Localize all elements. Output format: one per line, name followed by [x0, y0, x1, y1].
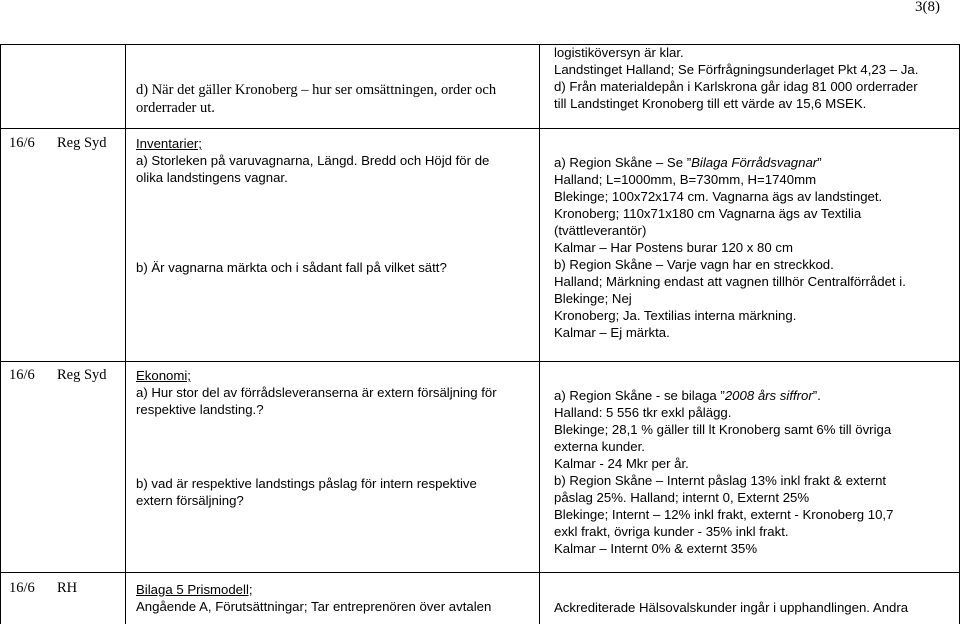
column-divider-question	[125, 44, 126, 624]
row2-topic: Ekonomi;	[136, 368, 191, 383]
row3-topic: Bilaga 5 Prismodell;	[136, 582, 253, 597]
row0-question-d: d) När det gäller Kronoberg – hur ser omsättningen, order och orderrader ut.	[136, 82, 497, 116]
row3-answer: Ackrediterade Hälsovalskunder ingår i upphandlingen. Andra	[554, 600, 909, 615]
row1-question-b: b) Är vagnarna märkta och i sådant fall på vilket sätt?	[136, 260, 447, 275]
row3-region: RH	[57, 580, 78, 596]
row3-date: 16/6	[9, 580, 35, 596]
row2-date: 16/6	[9, 367, 35, 383]
bilaga-2008-siffror-link[interactable]: 2008 års siffror	[724, 388, 813, 403]
row2-question-b: b) vad är respektive landstings påslag för intern respektive extern försäljning?	[136, 476, 477, 508]
row1-topic: Inventarier;	[136, 136, 202, 151]
bilaga-forradsvagnar-link[interactable]: Bilaga Förrådsvagnar	[691, 155, 818, 170]
table-left-border	[0, 44, 1, 624]
row0-answer: logistiköversyn är klar. Landstinget Halland; Se Förfrågningsunderlaget Pkt 4,23 – Ja. d) Från materialdepån i Karlskrona går idag 81 000 orderrader till Landstinget Kronoberg till ett värde av 15,6 MSEK.	[554, 45, 919, 111]
column-divider-answer	[539, 44, 540, 624]
row1-answer: a) Region Skåne – Se ”Bilaga Förrådsvagnar” Halland; L=1000mm, B=730mm, H=1740mm Blekinge; 100x72x174 cm. Vagnarna ägs av landstinget. Kronoberg; 110x71x180 cm Vagnarna ägs av Textilia (tvättleverantör) Kalmar – Har Postens burar 120 x 80 cm b) Region Skåne – Varje vagn har en streckkod. Halland; Märkning endast att vagnen tillhör Centralförrådet i. Blekinge; Nej Kronoberg; Ja. Textilias interna märkning. Kalmar – Ej märkta.	[554, 155, 906, 340]
row1-region: Reg Syd	[57, 135, 107, 151]
page-number: 3(8)	[915, 0, 940, 15]
row1-question: Inventarier; a) Storleken på varuvagnarna, Längd. Bredd och Höjd för de olika landstingens vagnar.	[136, 136, 490, 185]
row-divider-1	[0, 128, 960, 129]
row1-date: 16/6	[9, 135, 35, 151]
row-divider-3	[0, 572, 960, 573]
row3-question: Bilaga 5 Prismodell; Angående A, Förutsättningar; Tar entreprenören över avtalen	[136, 582, 492, 614]
row-divider-2	[0, 361, 960, 362]
row2-answer: a) Region Skåne - se bilaga ”2008 års siffror”. Halland: 5 556 tkr exkl pålägg. Blekinge; 28,1 % gäller till lt Kronoberg samt 6% till övriga externa kunder. Kalmar - 24 Mkr per år. b) Region Skåne – Internt påslag 13% inkl frakt & externt påslag 25%. Halland; internt 0, Externt 25% Blekinge; Internt – 12% inkl frakt, externt - Kronoberg 10,7 exkl frakt, övriga kunder - 35% inkl frakt. Kalmar – Internt 0% & externt 35%	[554, 388, 894, 556]
row2-question: Ekonomi; a) Hur stor del av förrådsleveranserna är extern försäljning för respektive landsting.?	[136, 368, 497, 417]
row2-region: Reg Syd	[57, 367, 107, 383]
